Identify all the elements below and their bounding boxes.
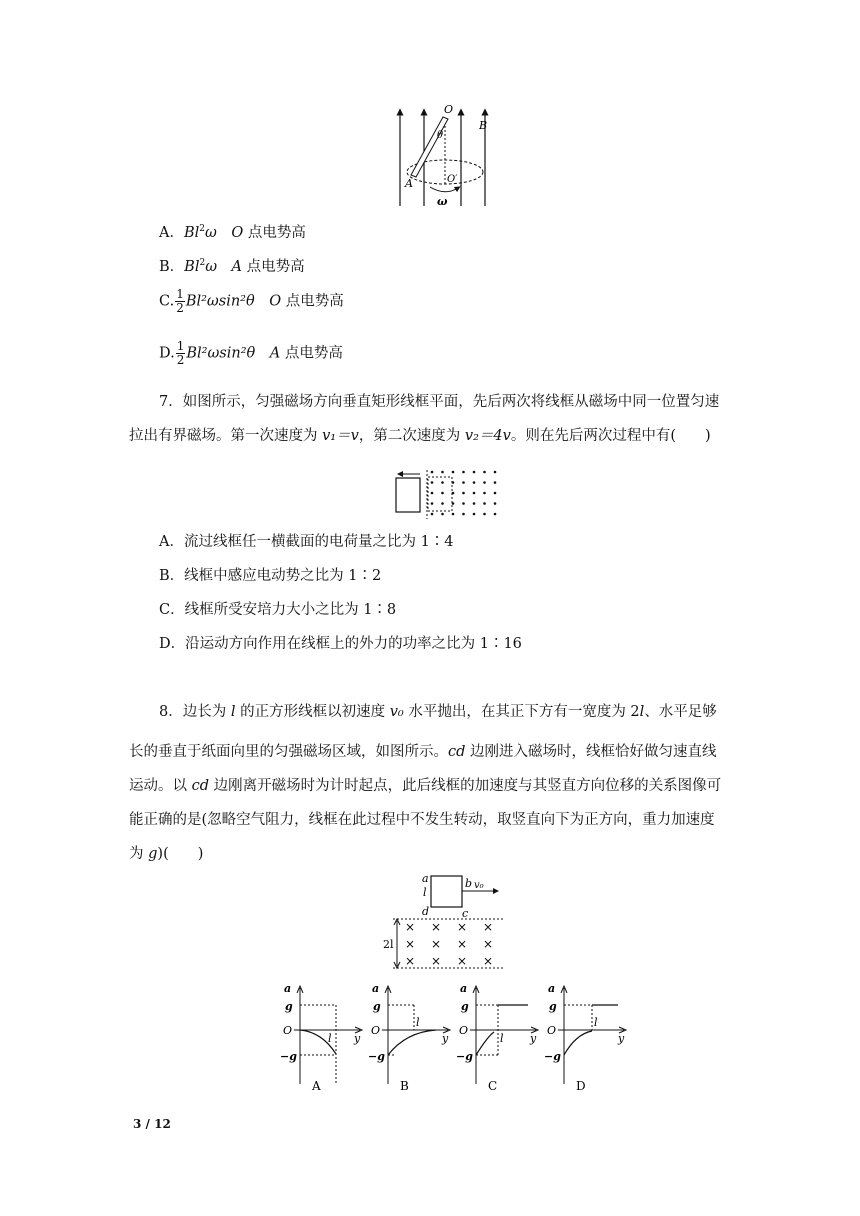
- axis-label-a: a: [460, 982, 468, 995]
- field-dot: [452, 502, 455, 505]
- tick-neg-g: −g: [456, 1050, 473, 1063]
- label-Oprime: O′: [447, 174, 458, 185]
- graph-label: C: [488, 1079, 498, 1093]
- rotating-rod-figure: [395, 100, 510, 210]
- axis-label-a: a: [548, 982, 556, 995]
- field-dot: [462, 492, 465, 495]
- tick-l: l: [594, 1016, 598, 1029]
- label-omega: ω: [437, 195, 448, 208]
- field-dot: [473, 513, 476, 516]
- q7-line1: 7．如图所示，匀强磁场方向垂直矩形线框平面，先后两次将线框从磁场中同一位置匀速: [159, 394, 720, 410]
- option-b: B．Bl$^2$ω A 点电势高: [159, 258, 305, 275]
- tick-g: g: [373, 1000, 381, 1013]
- tick-g: g: [285, 1000, 293, 1013]
- axis-label-a: a: [372, 982, 380, 995]
- page-number: 3 / 12: [133, 1117, 171, 1131]
- field-dot: [441, 513, 444, 516]
- origin-O: O: [283, 1024, 293, 1037]
- option-d: D. $\frac{1}{2}$ Bl²ωsin²θ A 点电势高: [159, 339, 343, 367]
- graph-D: [542, 982, 634, 1092]
- field-dot: [462, 502, 465, 505]
- field-cross: ×: [405, 954, 416, 968]
- label-B: B: [479, 119, 488, 132]
- square-frame: [431, 876, 462, 907]
- field-crosses: [405, 920, 493, 968]
- field-dot: [473, 471, 476, 474]
- axis-label-y: y: [530, 1032, 537, 1045]
- side-l: l: [423, 886, 427, 899]
- corner-d: d: [422, 905, 430, 918]
- corner-c: c: [462, 907, 469, 920]
- field-dot: [473, 481, 476, 484]
- origin-O: O: [459, 1024, 469, 1037]
- curve: [388, 1030, 436, 1055]
- q7-option-c: C．线框所受安培力大小之比为 1∶8: [159, 602, 397, 618]
- field-dot: [452, 492, 455, 495]
- tick-neg-g: −g: [280, 1050, 297, 1063]
- option-a: A．Bl$^2$ω O 点电势高: [159, 224, 306, 241]
- option-c: C. $\frac{1}{2}$ Bl²ωsin²θ O 点电势高: [159, 287, 344, 315]
- tick-g: g: [461, 1000, 469, 1013]
- q8-line5: 为 g)( ): [129, 846, 204, 862]
- v0-label: v₀: [474, 880, 484, 891]
- q8-line1: 8．边长为 l 的正方形线框以初速度 v₀ 水平抛出，在其正下方有一宽度为 2l、水平足够: [159, 704, 717, 720]
- field-cross: ×: [405, 920, 416, 934]
- axis-label-y: y: [618, 1032, 625, 1045]
- tick-l: l: [328, 1032, 332, 1045]
- q8-line3: 运动。以 cd 边刚离开磁场时为计时起点，此后线框的加速度与其竖直方向位移的关系图像可: [129, 778, 722, 794]
- tick-neg-g: −g: [368, 1050, 385, 1063]
- field-dot: [462, 471, 465, 474]
- q7-option-d: D．沿运动方向作用在线框上的外力的功率之比为 1∶16: [159, 636, 522, 652]
- field-dot: [483, 492, 486, 495]
- field-dot: [441, 471, 444, 474]
- field-dot: [473, 492, 476, 495]
- tick-l: l: [500, 1032, 504, 1045]
- origin-O: O: [371, 1024, 381, 1037]
- field-dot: [483, 513, 486, 516]
- field-dot: [441, 492, 444, 495]
- field-cross: ×: [457, 954, 468, 968]
- field-dot: [462, 513, 465, 516]
- field-dot: [494, 481, 497, 484]
- tick-l: l: [416, 1016, 420, 1029]
- field-dot: [441, 502, 444, 505]
- width-label: 2l: [383, 938, 394, 951]
- tick-g: g: [549, 1000, 557, 1013]
- label-theta: θ: [437, 130, 444, 141]
- field-cross: ×: [483, 920, 494, 934]
- graph-A: [278, 982, 370, 1092]
- field-cross: ×: [483, 937, 494, 951]
- origin-O: O: [547, 1024, 557, 1037]
- field-dot: [494, 492, 497, 495]
- field-cross: ×: [483, 954, 494, 968]
- axis-label-a: a: [284, 982, 292, 995]
- field-dot: [483, 471, 486, 474]
- graph-label: D: [576, 1079, 586, 1093]
- field-cross: ×: [431, 937, 442, 951]
- curve: [476, 1032, 494, 1055]
- tick-neg-g: −g: [544, 1050, 561, 1063]
- field-dot: [494, 513, 497, 516]
- q8-line2: 长的垂直于纸面向里的匀强磁场区域，如图所示。cd 边刚进入磁场时，线框恰好做匀速直线: [129, 744, 717, 760]
- q7-line2: 拉出有界磁场。第一次速度为 v₁＝v，第二次速度为 v₂＝4v。则在先后两次过程中有( ): [129, 428, 711, 444]
- q8-line4: 能正确的是(忽略空气阻力，线框在此过程中不发生转动，取竖直向下为正方向，重力加速度: [129, 812, 715, 828]
- axis-label-y: y: [442, 1032, 449, 1045]
- label-A: A: [405, 177, 413, 190]
- graph-label: A: [312, 1079, 321, 1093]
- field-dot: [483, 481, 486, 484]
- field-cross: ×: [457, 920, 468, 934]
- q7-option-b: B．线框中感应电动势之比为 1∶2: [159, 568, 382, 584]
- axis-label-y: y: [354, 1032, 361, 1045]
- fraction: $\frac{1}{2}$: [176, 339, 185, 367]
- field-dot: [431, 502, 434, 505]
- field-cross: ×: [431, 920, 442, 934]
- field-dot: [441, 481, 444, 484]
- field-dot: [452, 513, 455, 516]
- field-cross: ×: [457, 937, 468, 951]
- frame-rect: [396, 478, 420, 512]
- square-frame-field-figure: [380, 870, 510, 974]
- field-cross: ×: [431, 954, 442, 968]
- corner-a: a: [422, 872, 429, 885]
- frame-in-field-figure: [392, 466, 502, 522]
- omega-arrow: [430, 187, 458, 192]
- graph-label: B: [400, 1079, 409, 1093]
- field-dot: [462, 481, 465, 484]
- rod: [411, 117, 448, 177]
- graph-B: [366, 982, 458, 1092]
- field-dot: [494, 471, 497, 474]
- label-O: O: [444, 103, 454, 116]
- field-dot: [452, 471, 455, 474]
- field-dot: [431, 471, 434, 474]
- field-dot: [483, 502, 486, 505]
- curve: [564, 1031, 592, 1055]
- field-dot: [431, 481, 434, 484]
- corner-b: b: [465, 877, 473, 890]
- field-dot: [431, 513, 434, 516]
- field-dot: [452, 481, 455, 484]
- fraction: $\frac{1}{2}$: [176, 287, 184, 315]
- field-dot: [494, 502, 497, 505]
- field-dot: [431, 492, 434, 495]
- field-cross: ×: [405, 937, 416, 951]
- q7-option-a: A．流过线框任一横截面的电荷量之比为 1∶4: [159, 534, 454, 550]
- graph-C: [454, 982, 546, 1092]
- field-dot: [473, 502, 476, 505]
